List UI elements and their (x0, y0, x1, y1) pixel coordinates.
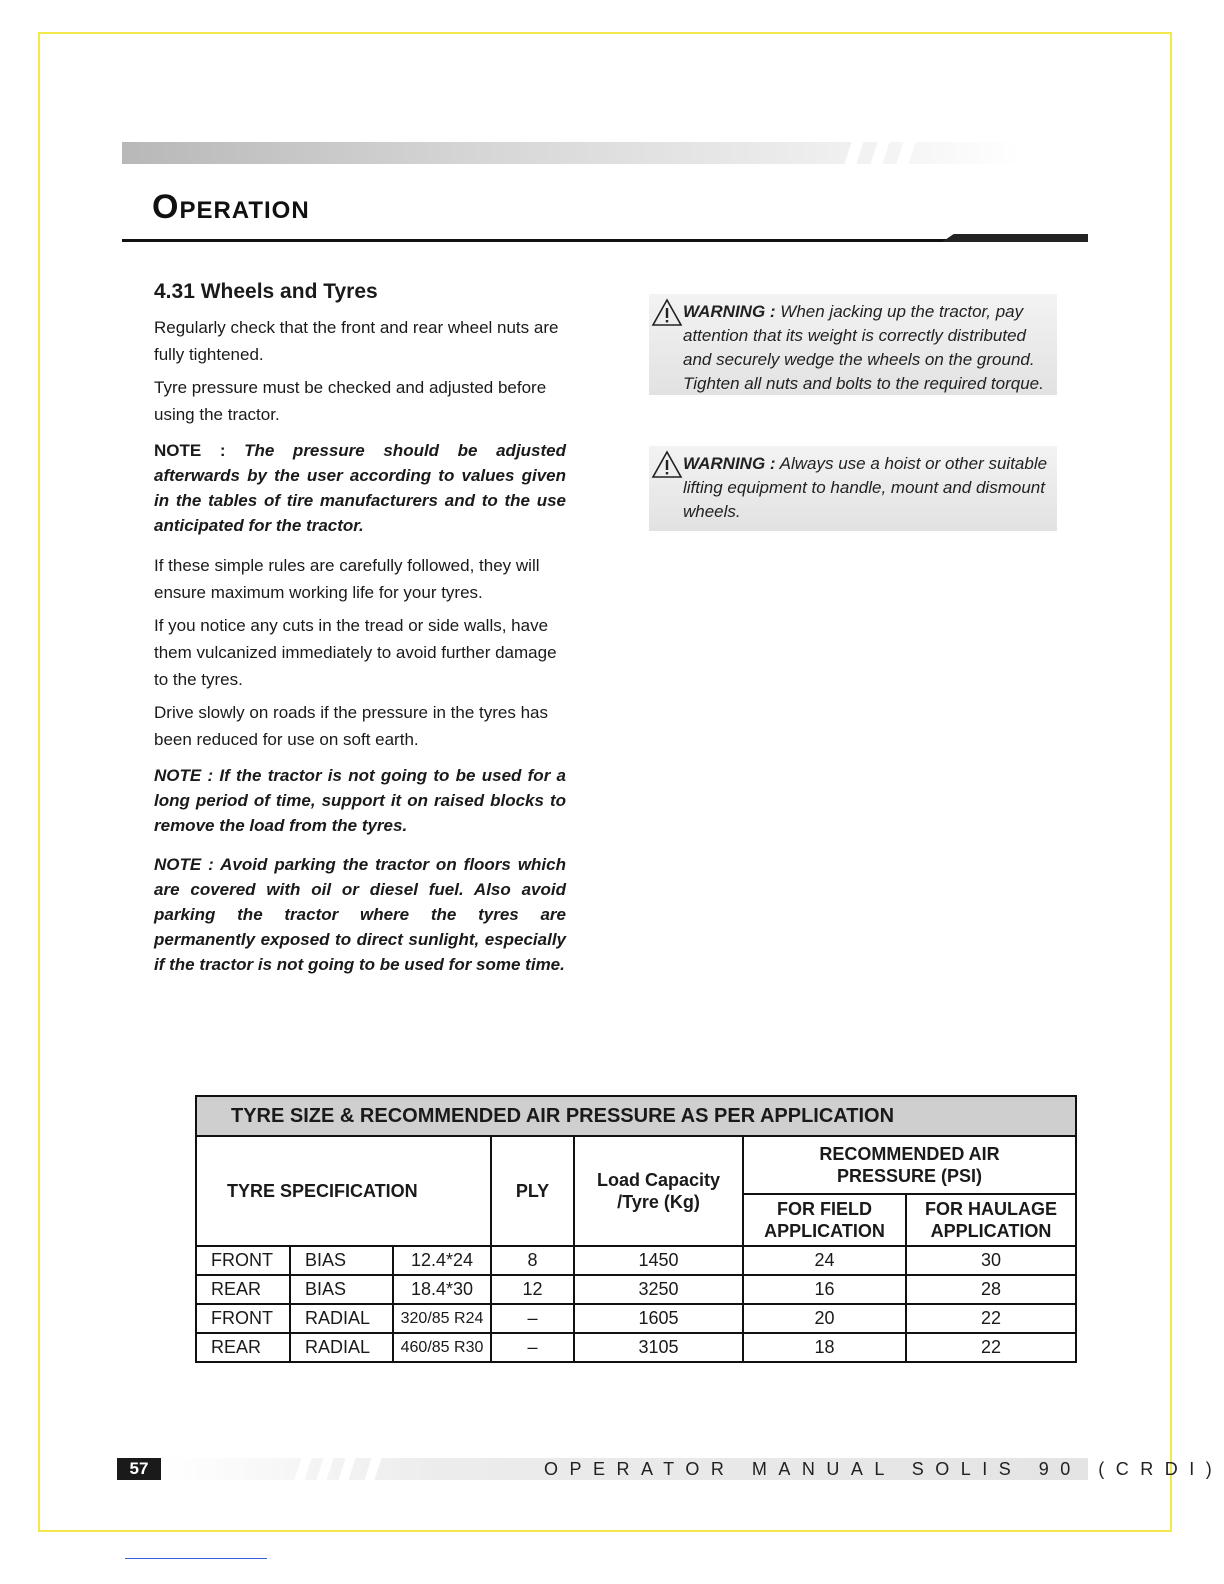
cell-type: RADIAL (290, 1304, 393, 1333)
subsection-heading: 4.31 Wheels and Tyres (154, 280, 378, 303)
warning-text: Always use a hoist or other suitable lifting equipment to handle, mount and dismount wheels. (683, 454, 1048, 521)
header-field-application: FOR FIELD APPLICATION (743, 1194, 906, 1246)
cell-position: REAR (196, 1333, 290, 1362)
header-haulage-application: FOR HAULAGE APPLICATION (906, 1194, 1076, 1246)
band-slash (870, 142, 889, 164)
cell-load: 3250 (574, 1275, 743, 1304)
cell-size: 18.4*30 (393, 1275, 491, 1304)
note: NOTE : If the tractor is not going to be used for a long period of time, support it on raised blocks to remove the load from the tyres. (154, 766, 566, 835)
header-ply: PLY (491, 1136, 574, 1246)
band-slash (896, 142, 915, 164)
main-text-column (152, 280, 566, 991)
cell-field: 18 (743, 1333, 906, 1362)
warning-triangle-icon (651, 450, 683, 480)
table-caption: TYRE SIZE & RECOMMENDED AIR PRESSURE AS PER APPLICATION (196, 1096, 1076, 1136)
tyre-pressure-table (195, 1095, 1077, 1363)
cell-size: 320/85 R24 (393, 1304, 491, 1333)
cell-type: RADIAL (290, 1333, 393, 1362)
band-slash (364, 1458, 381, 1480)
warning-text: When jacking up the tractor, pay attention that its weight is correctly distributed and securely wedge the wheels on the ground. Tighten all nuts and bolts to the required torque. (683, 302, 1044, 393)
band-slash (338, 1458, 355, 1480)
table-row (196, 1333, 1076, 1362)
paragraph: Regularly check that the front and rear wheel nuts are fully tightened. (154, 318, 559, 364)
title-rule-tab (942, 234, 1088, 242)
note-label: NOTE : (154, 441, 226, 460)
warning-label: WARNING : (683, 302, 776, 321)
cell-size: 12.4*24 (393, 1246, 491, 1275)
cell-ply: 8 (491, 1246, 574, 1275)
note-text: The pressure should be adjusted afterwards by the user according to values given in the tables of tire manufacturers and to the use anticipated for the tractor. (154, 441, 567, 535)
header-recommended-pressure: RECOMMENDED AIR PRESSURE (PSI) (743, 1136, 1076, 1194)
warning-box (649, 446, 1057, 531)
paragraph: Tyre pressure must be checked and adjusted before using the tractor. (154, 378, 547, 424)
cell-position: FRONT (196, 1304, 290, 1333)
table-row (196, 1304, 1076, 1333)
cell-load: 1450 (574, 1246, 743, 1275)
header-tyre-spec: TYRE SPECIFICATION (196, 1136, 491, 1246)
note (154, 438, 566, 538)
cell-field: 20 (743, 1304, 906, 1333)
header-band (122, 142, 1022, 164)
paragraph: If these simple rules are carefully followed, they will ensure maximum working life for your tyres. (154, 556, 540, 602)
band-slash (844, 142, 863, 164)
cell-ply: – (491, 1304, 574, 1333)
manual-title: OPERATOR MANUAL SOLIS 90 (CRDI) (544, 1459, 1224, 1479)
cell-field: 24 (743, 1246, 906, 1275)
band-slash (294, 1458, 311, 1480)
cell-haulage: 22 (906, 1333, 1076, 1362)
paragraph: Drive slowly on roads if the pressure in the tyres has been reduced for use on soft earth. (154, 703, 549, 749)
table-row (196, 1275, 1076, 1304)
tyre-table (195, 1095, 1077, 1363)
cell-field: 16 (743, 1275, 906, 1304)
warning-triangle-icon (651, 298, 683, 328)
warning-box (649, 294, 1057, 395)
table-row (196, 1246, 1076, 1275)
section-title: Operation (152, 188, 310, 226)
cell-type: BIAS (290, 1246, 393, 1275)
cell-haulage: 30 (906, 1246, 1076, 1275)
cell-haulage: 28 (906, 1275, 1076, 1304)
band-slash (316, 1458, 333, 1480)
warning-label: WARNING : (683, 454, 776, 473)
cell-load: 1605 (574, 1304, 743, 1333)
cell-size: 460/85 R30 (393, 1333, 491, 1362)
cell-position: FRONT (196, 1246, 290, 1275)
header-load-capacity: Load Capacity /Tyre (Kg) (574, 1136, 743, 1246)
cell-haulage: 22 (906, 1304, 1076, 1333)
cell-position: REAR (196, 1275, 290, 1304)
note: NOTE : Avoid parking the tractor on floors which are covered with oil or diesel fuel. Also avoid parking the tractor where the tyres are permanently exposed to direct sunlight, especially if the tractor is not going to be used for some time. (154, 855, 566, 974)
cell-ply: – (491, 1333, 574, 1362)
cell-ply: 12 (491, 1275, 574, 1304)
cell-load: 3105 (574, 1333, 743, 1362)
paragraph: If you notice any cuts in the tread or side walls, have them vulcanized immediately to avoid further damage to the tyres. (154, 616, 557, 689)
link-underline (125, 1558, 267, 1559)
cell-type: BIAS (290, 1275, 393, 1304)
page-number: 57 (117, 1458, 161, 1480)
